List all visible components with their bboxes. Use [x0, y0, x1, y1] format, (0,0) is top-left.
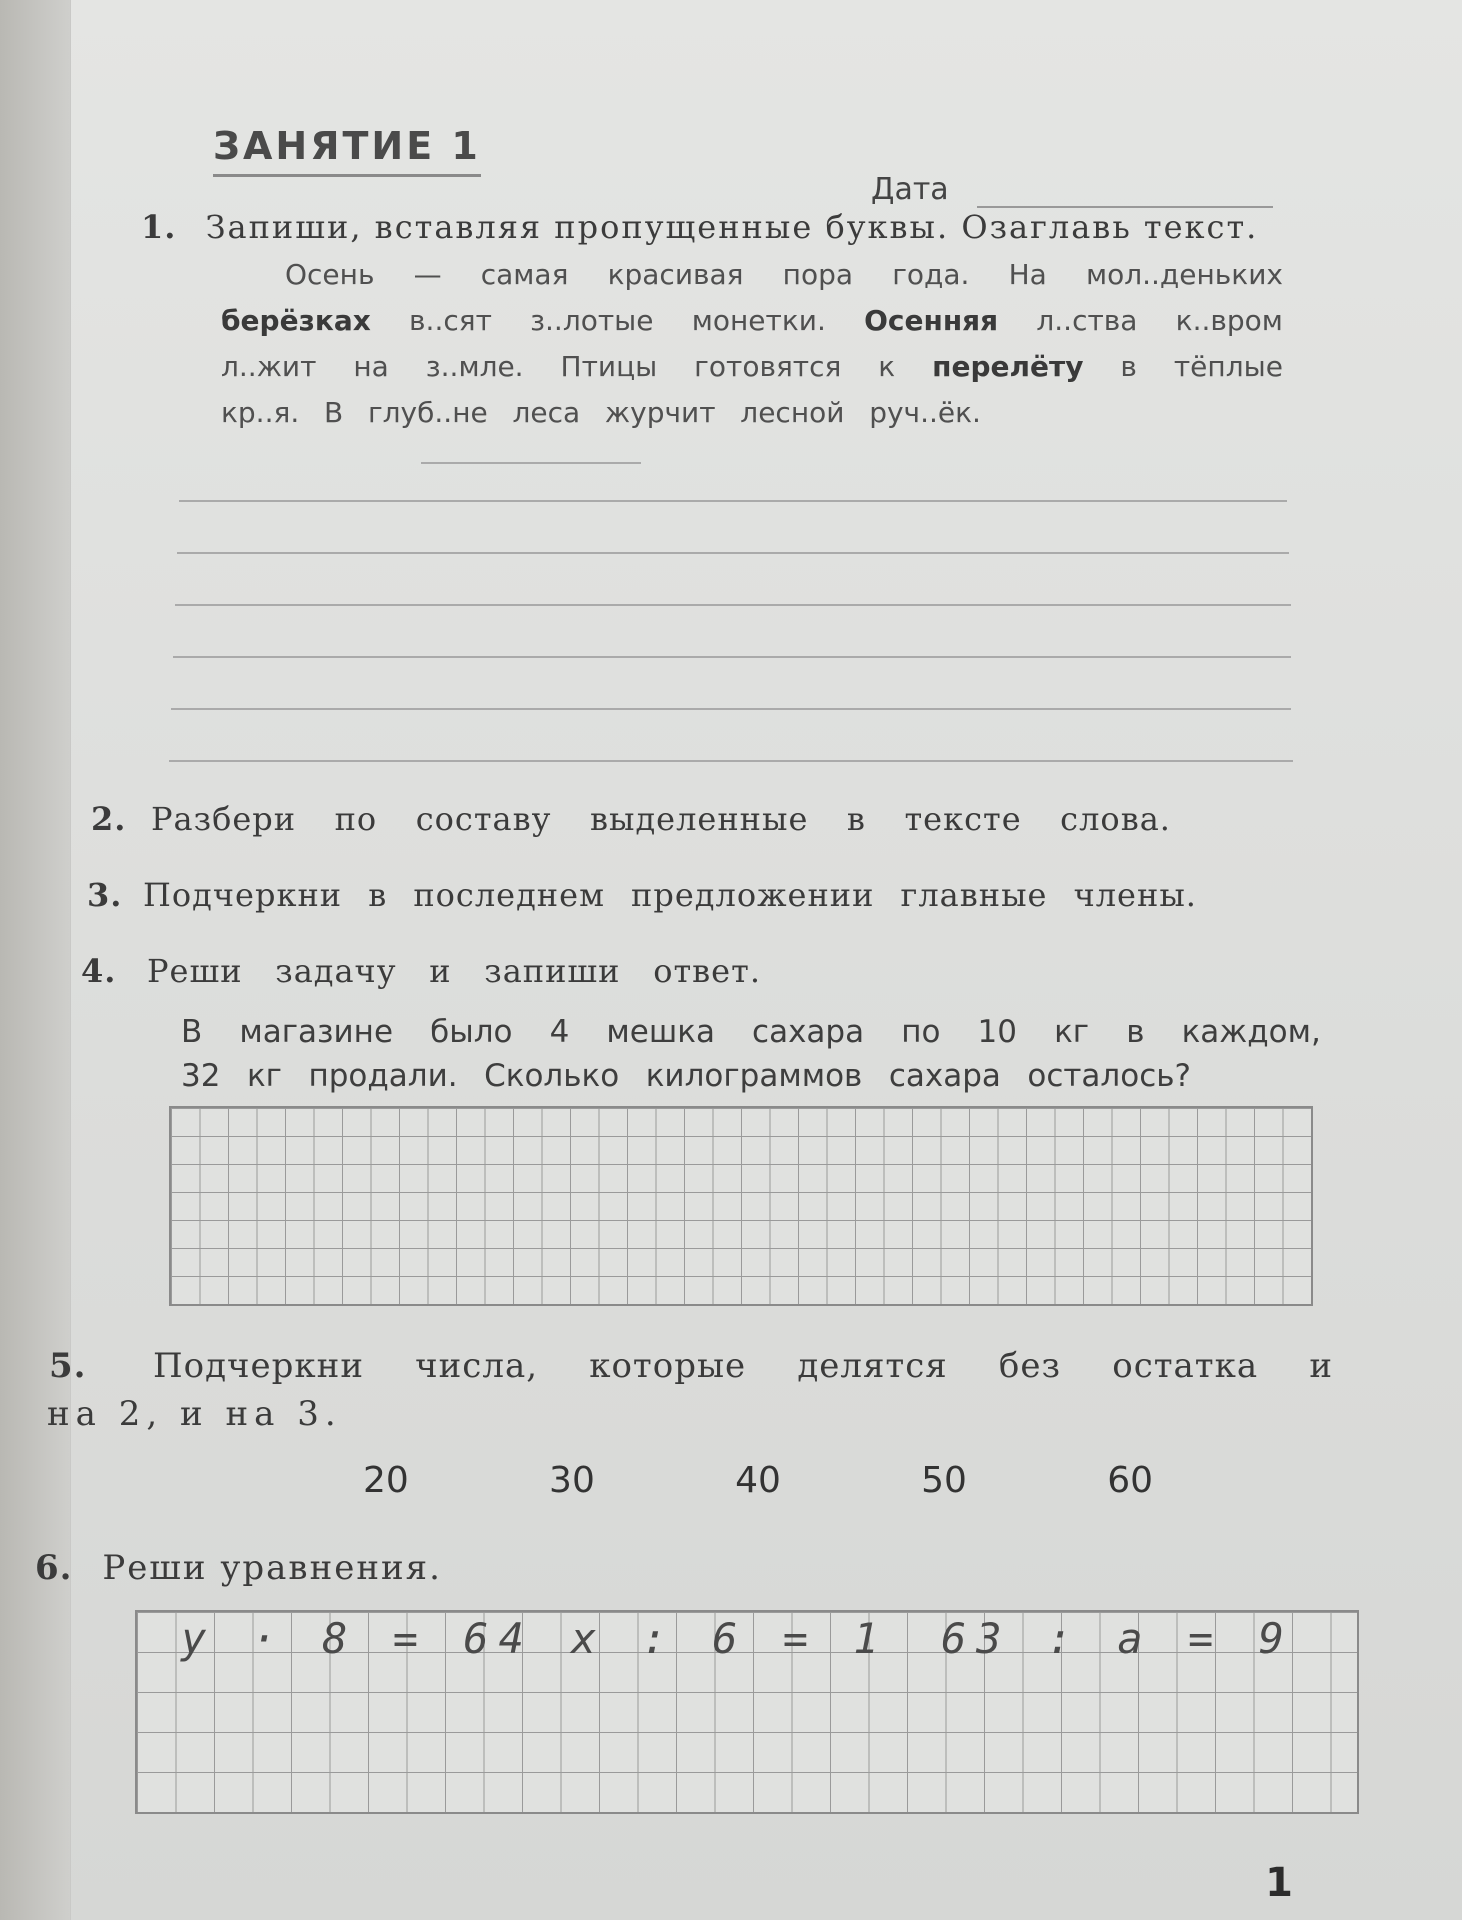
word: Подчеркни: [153, 1346, 364, 1386]
task4-problem: [181, 1010, 1321, 1098]
task1-line: [221, 298, 1283, 344]
word: остатка: [1112, 1346, 1259, 1386]
date-label: Дата: [871, 172, 949, 207]
number-option[interactable]: 40: [735, 1460, 781, 1501]
word: слова.: [1060, 800, 1171, 838]
word: В: [323, 396, 344, 429]
word: на: [353, 350, 389, 383]
word: в: [846, 800, 866, 838]
word: и: [1309, 1346, 1333, 1386]
task3-number: 3.: [87, 876, 123, 914]
word: кг: [1054, 1014, 1090, 1050]
word: выделенные: [589, 800, 809, 838]
word: в: [368, 876, 388, 914]
word: магазине: [239, 1014, 394, 1050]
word: предложении: [631, 876, 875, 914]
number-option[interactable]: 60: [1107, 1460, 1153, 1501]
task2-words: [151, 800, 1171, 838]
task5-numbers: [363, 1460, 1153, 1501]
number-option[interactable]: 30: [549, 1460, 595, 1501]
word: л..ства: [1036, 304, 1138, 337]
word: Осенняя: [864, 304, 999, 337]
writing-line[interactable]: [171, 708, 1291, 710]
word: главные: [900, 876, 1048, 914]
task1-line: [221, 344, 1283, 390]
word: Подчеркни: [143, 876, 343, 914]
word: Птицы: [560, 350, 658, 383]
task6-number: 6.: [35, 1548, 73, 1588]
number-option[interactable]: 20: [363, 1460, 409, 1501]
word: 4: [549, 1014, 570, 1050]
task6-row: [35, 1548, 442, 1588]
writing-line[interactable]: [177, 552, 1289, 554]
word: л..жит: [221, 350, 317, 383]
task4-row: [81, 952, 761, 990]
word: по: [334, 800, 378, 838]
word: было: [430, 1014, 513, 1050]
word: берёзках: [221, 304, 371, 337]
equation-2: x : 6 = 1: [571, 1614, 889, 1663]
word: Реши: [147, 952, 243, 990]
word: монетки.: [691, 304, 826, 337]
task4-answer-grid[interactable]: [169, 1106, 1313, 1306]
word: мол..деньких: [1085, 258, 1283, 291]
writing-line[interactable]: [173, 656, 1291, 658]
word: задачу: [275, 952, 397, 990]
word: составу: [415, 800, 552, 838]
word: в..сят: [409, 304, 492, 337]
task5-line2: на 2, и на 3.: [47, 1394, 342, 1434]
task2-row: [91, 800, 1171, 838]
writing-line[interactable]: [179, 500, 1287, 502]
task1-number: 1.: [141, 208, 177, 246]
word: з..лотые: [530, 304, 654, 337]
lesson-title: ЗАНЯТИЕ 1: [213, 124, 481, 177]
word: пора: [782, 258, 854, 291]
word: к: [878, 350, 896, 383]
task3-words: [143, 876, 1197, 914]
word: по: [901, 1014, 941, 1050]
word: запиши: [484, 952, 621, 990]
word: продали.: [308, 1058, 458, 1094]
word: 32: [181, 1058, 221, 1094]
word: На: [1008, 258, 1047, 291]
task1-instruction-row: [141, 208, 1281, 246]
page-number: 1: [1265, 1860, 1293, 1906]
word: В: [181, 1014, 203, 1050]
word: з..мле.: [425, 350, 524, 383]
word: члены.: [1073, 876, 1197, 914]
word: самая: [480, 258, 569, 291]
task5-row: [49, 1346, 1333, 1386]
word: числа,: [415, 1346, 539, 1386]
task4-problem-line: [181, 1054, 1191, 1098]
task1-text-block: [221, 252, 1283, 436]
word: красивая: [607, 258, 744, 291]
word: к..вром: [1175, 304, 1283, 337]
title-writing-line[interactable]: [421, 462, 641, 464]
word: каждом,: [1181, 1014, 1321, 1050]
word: Сколько: [484, 1058, 620, 1094]
word: Осень: [285, 258, 375, 291]
word: кр..я.: [221, 396, 300, 429]
word: лесной: [740, 396, 845, 429]
task4-words: [147, 952, 761, 990]
writing-line[interactable]: [175, 604, 1291, 606]
task2-number: 2.: [91, 800, 127, 838]
word: готовятся: [694, 350, 842, 383]
equation-3: 63 : a = 9: [941, 1614, 1294, 1663]
word: 10: [977, 1014, 1017, 1050]
word: —: [413, 258, 442, 291]
task6-instruction: Реши уравнения.: [102, 1548, 442, 1588]
word: без: [998, 1346, 1062, 1386]
word: сахара: [752, 1014, 865, 1050]
word: кг: [246, 1058, 282, 1094]
word: тексте: [904, 800, 1022, 838]
word: в: [1120, 350, 1137, 383]
adjacent-page-edge: [0, 0, 70, 1920]
word: мешка: [606, 1014, 715, 1050]
task4-number: 4.: [81, 952, 117, 990]
word: и: [429, 952, 452, 990]
word: ответ.: [653, 952, 761, 990]
task5-number-list: [363, 1460, 1153, 1501]
task1-line: [221, 390, 981, 436]
number-option[interactable]: 50: [921, 1460, 967, 1501]
task5-words: [153, 1346, 1333, 1386]
word: сахара: [888, 1058, 1001, 1094]
word: года.: [892, 258, 970, 291]
task4-problem-line: [181, 1010, 1321, 1054]
word: леса: [512, 396, 581, 429]
word: последнем: [413, 876, 605, 914]
task1-instruction: Запиши, вставляя пропущенные буквы. Озаглавь текст.: [205, 208, 1259, 246]
word: перелёту: [932, 350, 1084, 383]
word: журчит: [604, 396, 716, 429]
word: килограммов: [645, 1058, 863, 1094]
word: руч..ёк.: [869, 396, 981, 429]
equation-1: y · 8 = 64: [181, 1614, 534, 1663]
task5-number: 5.: [49, 1346, 87, 1386]
word: тёплые: [1173, 350, 1283, 383]
writing-line[interactable]: [169, 760, 1293, 762]
word: глуб..не: [367, 396, 488, 429]
word: Разбери: [151, 800, 297, 838]
task3-row: [87, 876, 1197, 914]
word: в: [1126, 1014, 1145, 1050]
word: осталось?: [1027, 1058, 1191, 1094]
workbook-page: [35, 0, 1462, 1920]
word: делятся: [797, 1346, 948, 1386]
word: которые: [589, 1346, 747, 1386]
task1-line: [221, 252, 1283, 298]
